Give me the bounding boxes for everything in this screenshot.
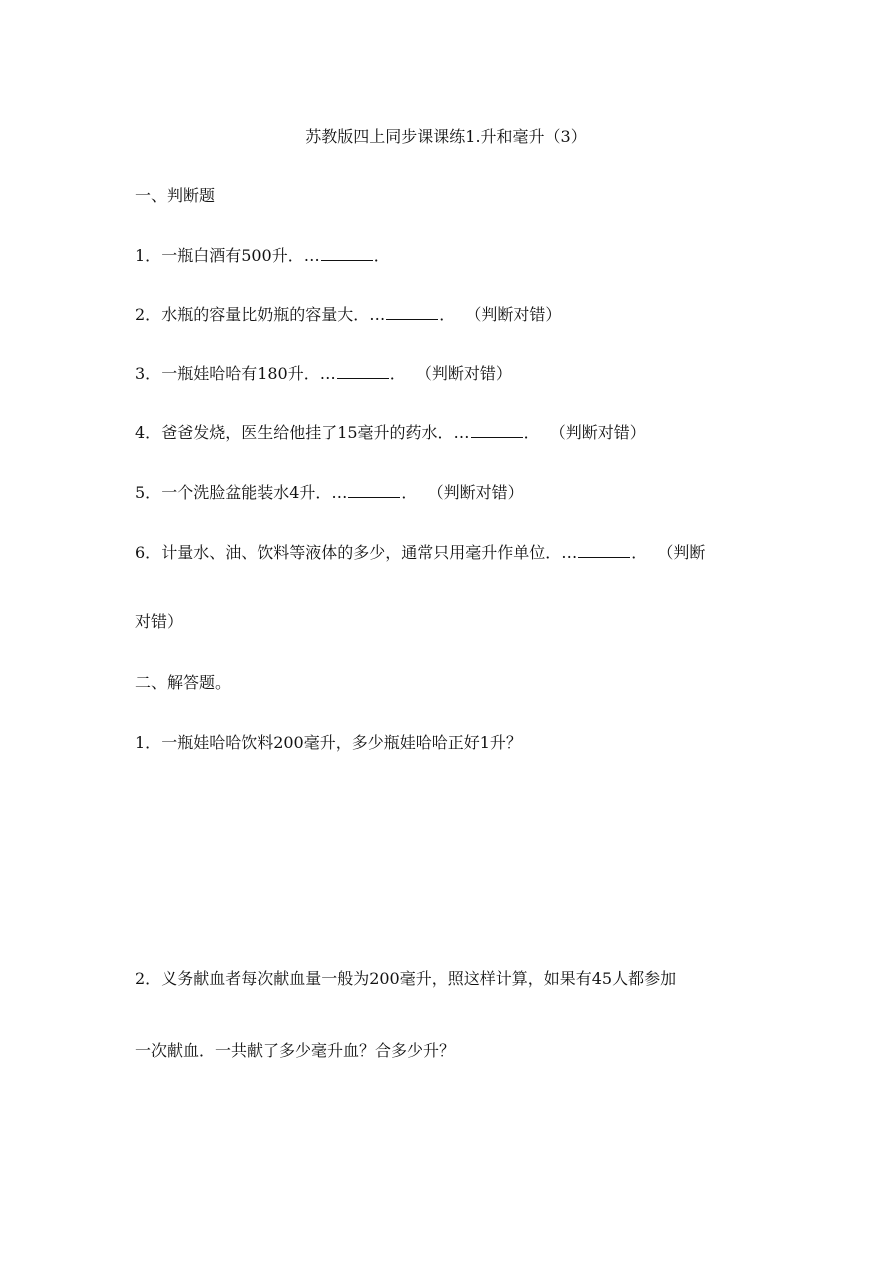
section-heading-judgment: 一、判断题 xyxy=(135,186,216,205)
question-number: 5． xyxy=(135,483,162,502)
question-text: 义务献血者每次献血量一般为200毫升，照这样计算，如果有45人都参加 xyxy=(161,969,677,988)
judgment-question-4 xyxy=(135,423,646,443)
question-text: 一瓶白酒有500升．… xyxy=(161,246,320,265)
answer-blank[interactable] xyxy=(471,423,523,438)
judgment-question-1 xyxy=(135,246,390,266)
question-end: ． xyxy=(373,246,390,265)
judgment-note: （判断 xyxy=(657,543,706,562)
answer-blank[interactable] xyxy=(578,543,630,558)
judgment-question-3 xyxy=(135,364,512,384)
question-number: 6． xyxy=(135,543,162,562)
judgment-note: （判断对错） xyxy=(427,483,524,502)
judgment-question-5 xyxy=(135,483,524,503)
question-end: ． xyxy=(631,543,648,562)
judgment-note: （判断对错） xyxy=(415,364,512,383)
section-heading-word-problems: 二、解答题。 xyxy=(135,673,232,692)
question-end: ． xyxy=(389,364,406,383)
question-number: 2． xyxy=(135,305,162,324)
answer-blank[interactable] xyxy=(337,364,389,379)
question-number: 1． xyxy=(135,246,162,265)
question-end: ． xyxy=(401,483,418,502)
answer-blank[interactable] xyxy=(321,246,373,261)
judgment-note: （判断对错） xyxy=(465,305,562,324)
question-end: ． xyxy=(439,305,456,324)
question-number: 4． xyxy=(135,423,162,442)
question-number: 1． xyxy=(135,733,162,752)
question-text: 一瓶娃哈哈有180升．… xyxy=(161,364,336,383)
word-problem-2 xyxy=(135,969,676,989)
word-problem-2-continuation: 一次献血．一共献了多少毫升血？合多少升？ xyxy=(135,1041,456,1060)
question-text: 水瓶的容量比奶瓶的容量大．… xyxy=(161,305,386,324)
answer-blank[interactable] xyxy=(348,483,400,498)
answer-blank[interactable] xyxy=(386,305,438,320)
judgment-note: （判断对错） xyxy=(549,423,646,442)
page-title: 苏教版四上同步课课练1.升和毫升（3） xyxy=(305,127,587,146)
word-problem-1 xyxy=(135,733,522,753)
question-text: 一瓶娃哈哈饮料200毫升，多少瓶娃哈哈正好1升？ xyxy=(161,733,522,752)
question-text: 计量水、油、饮料等液体的多少，通常只用毫升作单位．… xyxy=(161,543,578,562)
question-number: 2． xyxy=(135,969,162,988)
question-text: 爸爸发烧，医生给他挂了15毫升的药水．… xyxy=(161,423,470,442)
judgment-question-6 xyxy=(135,543,705,563)
judgment-question-2 xyxy=(135,305,561,325)
judgment-question-6-continuation: 对错） xyxy=(135,612,184,631)
question-end: ． xyxy=(523,423,540,442)
question-number: 3． xyxy=(135,364,162,383)
question-text: 一个洗脸盆能装水4升．… xyxy=(161,483,348,502)
